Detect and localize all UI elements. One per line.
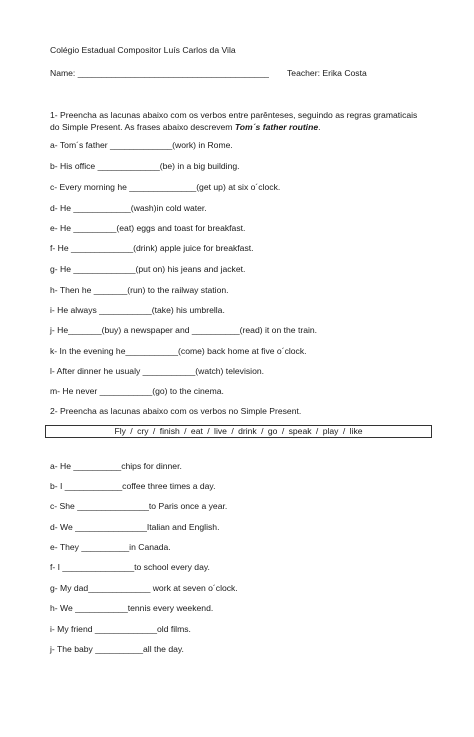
teacher-name: Teacher: Erika Costa	[287, 68, 367, 78]
exercise1-item: m- He never ___________(go) to the cinema.	[50, 386, 224, 396]
exercise1-item: k- In the evening he___________(come) back home at five o´clock.	[50, 346, 307, 356]
exercise2-item: f- I _______________to school every day.	[50, 562, 210, 572]
exercise2-item: g- My dad_____________ work at seven o´clock.	[50, 583, 238, 593]
exercise1-item: i- He always ___________(take) his umbrella.	[50, 305, 225, 315]
exercise1-instruction-emphasis: Tom´s father routine	[234, 122, 319, 132]
exercise1-item: l- After dinner he usualy ___________(watch) television.	[50, 366, 265, 376]
exercise1-item: b- His office _____________(be) in a big building.	[50, 161, 240, 171]
exercise2-item: j- The baby __________all the day.	[50, 644, 184, 654]
exercise1-item: f- He _____________(drink) apple juice for breakfast.	[50, 243, 254, 253]
exercise1-item: h- Then he _______(run) to the railway station.	[50, 285, 229, 295]
exercise2-item: d- We _______________Italian and English.	[50, 522, 220, 532]
exercise1-item: g- He _____________(put on) his jeans and jacket.	[50, 264, 246, 274]
exercise1-item: a- Tom´s father _____________(work) in Rome.	[50, 140, 233, 150]
exercise2-item: e- They __________in Canada.	[50, 542, 171, 552]
exercise1-item: e- He _________(eat) eggs and toast for breakfast.	[50, 223, 246, 233]
exercise2-item: i- My friend _____________old films.	[50, 624, 191, 634]
exercise2-item: b- I ____________coffee three times a day.	[50, 481, 216, 491]
verb-bank-box: Fly / cry / finish / eat / live / drink / go / speak / play / like	[45, 425, 432, 438]
exercise1-instruction-text: do Simple Present. As frases abaixo descrevem	[50, 122, 235, 132]
exercise2-item: a- He __________chips for dinner.	[50, 461, 182, 471]
school-name: Colégio Estadual Compositor Luís Carlos da Vila	[50, 45, 236, 55]
exercise2-item: c- She _______________to Paris once a year.	[50, 501, 228, 511]
exercise2-instruction: 2- Preencha as lacunas abaixo com os verbos no Simple Present.	[50, 406, 302, 416]
name-field-line: Name: ________________________________________	[50, 68, 269, 78]
exercise1-instruction-line2	[50, 122, 321, 133]
exercise1-item: j- He_______(buy) a newspaper and __________(read) it on the train.	[50, 325, 318, 335]
exercise1-item: c- Every morning he ______________(get up) at six o´clock.	[50, 182, 281, 192]
exercise2-item: h- We ___________tennis every weekend.	[50, 603, 214, 613]
exercise1-item: d- He ____________(wash)in cold water.	[50, 203, 207, 213]
exercise1-instruction-line1: 1- Preencha as lacunas abaixo com os verbos entre parênteses, seguindo as regras gramaticais	[50, 110, 418, 120]
exercise1-instruction-period: .	[318, 122, 321, 132]
